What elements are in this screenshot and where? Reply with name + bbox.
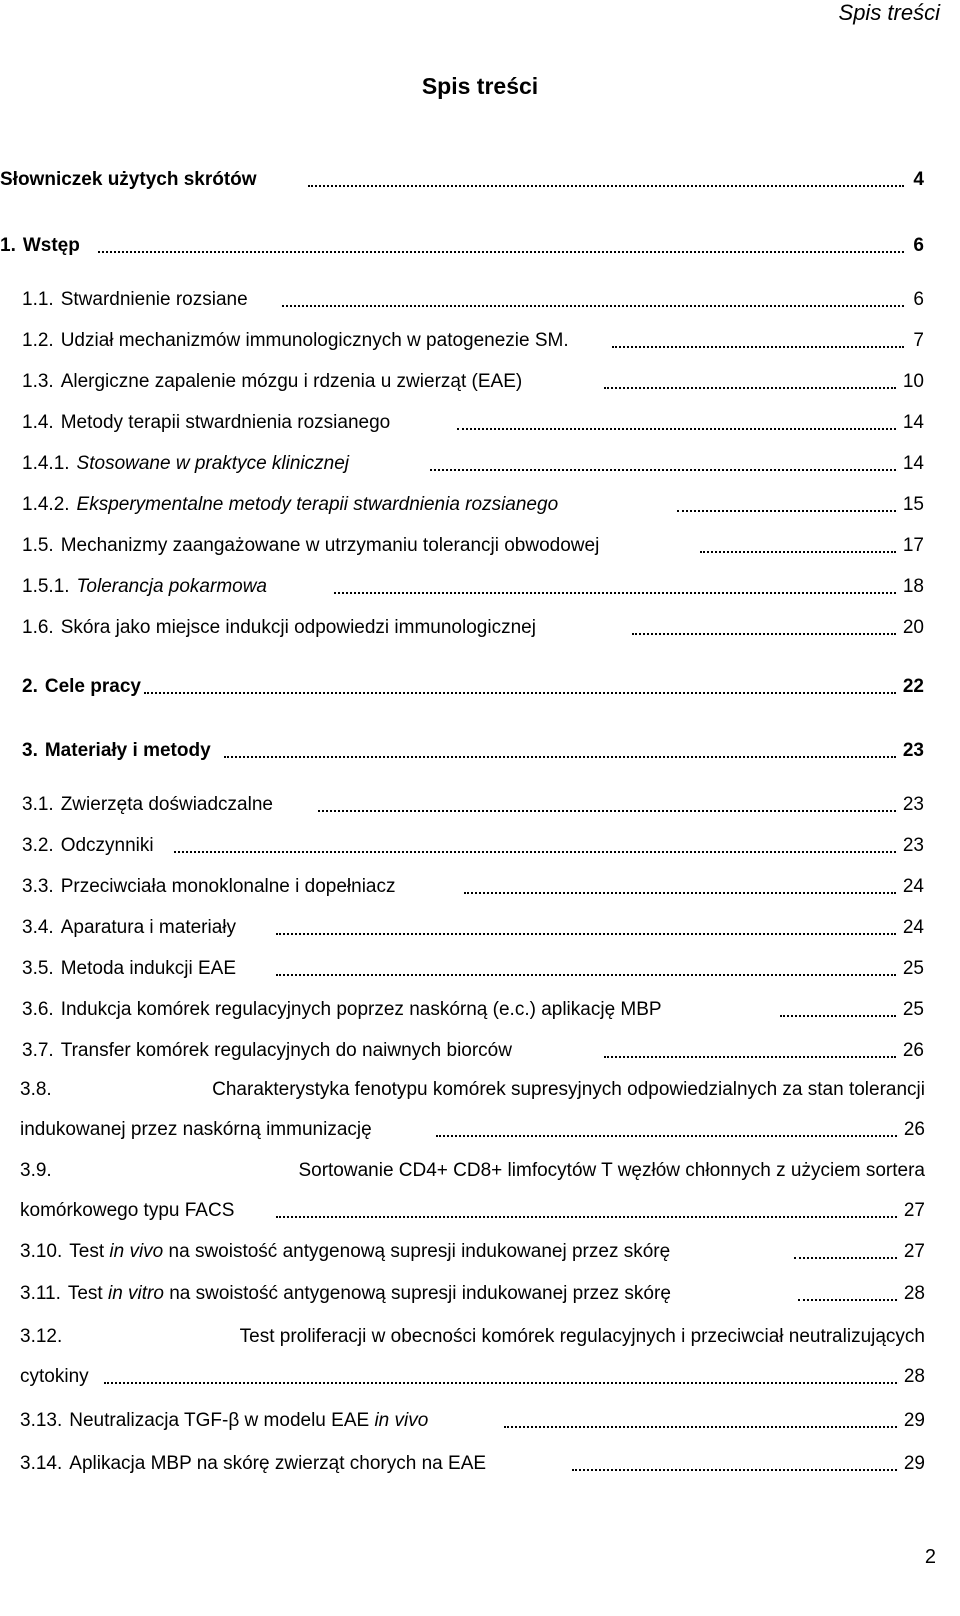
toc-label: Stosowane w praktyce klinicznej (76, 453, 350, 474)
toc-entry[interactable] (22, 739, 924, 763)
toc-label-post: na swoistość antygenową supresji indukowanej przez skórę (163, 1241, 671, 1262)
toc-label: Słowniczek użytych skrótów (0, 169, 257, 190)
toc-leader (677, 510, 896, 512)
toc-entry[interactable] (22, 834, 924, 858)
toc-label: Eksperymentalne metody terapii stwardnienia rozsianego (76, 494, 559, 515)
toc-entry[interactable] (22, 916, 924, 940)
toc-number: 3.1. (22, 794, 54, 815)
toc-label: Wstęp (22, 235, 80, 256)
toc-entry[interactable] (22, 793, 924, 817)
toc-label: Przeciwciała monoklonalne i dopełniacz (60, 876, 396, 897)
toc-number: 3.4. (22, 917, 54, 938)
toc-number: 3.2. (22, 835, 54, 856)
toc-page: 29 (903, 1453, 925, 1474)
toc-entry[interactable] (20, 1159, 925, 1223)
toc-label: Alergiczne zapalenie mózgu i rdzenia u zwierząt (EAE) (60, 371, 523, 392)
toc-label-italic: in vivo (374, 1410, 429, 1431)
toc-page: 18 (902, 576, 924, 597)
toc-entry[interactable] (22, 675, 924, 699)
toc-entry[interactable] (22, 288, 924, 312)
toc-number: 1.4.2. (22, 494, 70, 515)
toc-page: 6 (913, 289, 924, 310)
toc-number: 3.14. (20, 1453, 63, 1474)
toc-leader (144, 692, 896, 694)
toc-number: 1.4.1. (22, 453, 70, 474)
toc-page: 7 (913, 330, 924, 351)
toc-number: 3.11. (20, 1283, 61, 1304)
toc-leader (464, 892, 896, 894)
toc-entry[interactable] (0, 168, 924, 192)
toc-page: 26 (903, 1119, 925, 1140)
toc-number: 3.10. (20, 1241, 63, 1262)
toc-leader (798, 1299, 897, 1301)
toc-label: Materiały i metody (44, 740, 211, 761)
toc-label-pre: Neutralizacja TGF-β w modelu EAE (69, 1410, 375, 1431)
toc-entry[interactable] (22, 957, 924, 981)
toc-leader (430, 469, 896, 471)
toc-page: 6 (913, 235, 924, 256)
toc-number: 3.8. (20, 1079, 52, 1100)
toc-page: 10 (902, 371, 924, 392)
page-number: 2 (924, 1546, 936, 1568)
toc-label-italic: in vivo (109, 1241, 164, 1262)
toc-number: 1.5.1. (22, 576, 70, 597)
toc-page: 29 (903, 1410, 925, 1431)
toc-number: 3.5. (22, 958, 54, 979)
toc-entry[interactable] (20, 1409, 925, 1433)
toc-entry[interactable] (20, 1240, 925, 1264)
toc-page: 27 (903, 1200, 925, 1221)
toc-label-pre: Test (67, 1283, 108, 1304)
toc-leader (98, 251, 904, 253)
toc-label: Zwierzęta doświadczalne (60, 794, 273, 815)
running-header: Spis treści (838, 0, 940, 25)
toc-label: Odczynniki (60, 835, 154, 856)
toc-entry[interactable] (22, 534, 924, 558)
toc-page: 28 (903, 1366, 925, 1387)
toc-leader (572, 1469, 897, 1471)
toc-page: 14 (902, 412, 924, 433)
toc-page: 22 (902, 676, 924, 697)
toc-leader (794, 1257, 897, 1259)
toc-leader (604, 1056, 896, 1058)
toc-label-line2: cytokiny (20, 1366, 89, 1387)
toc-label-line2: indukowanej przez naskórną immunizację (20, 1119, 372, 1140)
toc-label: Mechanizmy zaangażowane w utrzymaniu tolerancji obwodowej (60, 535, 600, 556)
toc-label: Udział mechanizmów immunologicznych w patogenezie SM. (60, 330, 569, 351)
toc-page: 14 (902, 453, 924, 474)
toc-number: 2. (22, 676, 38, 697)
toc-leader (604, 387, 896, 389)
toc-number: 3.3. (22, 876, 54, 897)
toc-page: 15 (902, 494, 924, 515)
toc-label: Skóra jako miejsce indukcji odpowiedzi immunologicznej (60, 617, 536, 638)
toc-label-line1: Test proliferacji w obecności komórek regulacyjnych i przeciwciał neutralizujących (239, 1326, 925, 1347)
toc-label-line2: komórkowego typu FACS (20, 1200, 235, 1221)
toc-page: 26 (902, 1040, 924, 1061)
toc-number: 3.13. (20, 1410, 63, 1431)
toc-leader (334, 592, 896, 594)
toc-number: 3.7. (22, 1040, 54, 1061)
toc-entry[interactable] (22, 998, 924, 1022)
toc-label-italic: in vitro (107, 1283, 164, 1304)
toc-label-line1: Charakterystyka fenotypu komórek supresyjnych odpowiedzialnych za stan tolerancji (212, 1079, 925, 1100)
toc-number: 3.6. (22, 999, 54, 1020)
toc-label-line1: Sortowanie CD4+ CD8+ limfocytów T węzłów chłonnych z użyciem sortera (298, 1160, 925, 1181)
toc-entry[interactable] (22, 875, 924, 899)
toc-leader (276, 974, 896, 976)
toc-page: 28 (903, 1283, 925, 1304)
page-title: Spis treści (421, 73, 539, 99)
toc-entry[interactable] (22, 411, 924, 435)
toc-entry[interactable] (22, 616, 924, 640)
toc-leader (104, 1382, 897, 1384)
toc-leader (174, 851, 896, 853)
toc-page: 25 (902, 999, 924, 1020)
toc-number: 3. (22, 740, 38, 761)
toc-page: 4 (913, 169, 924, 190)
toc-entry[interactable] (20, 1078, 925, 1142)
toc-leader (632, 633, 896, 635)
toc-page: 25 (902, 958, 924, 979)
toc-label: Aplikacja MBP na skórę zwierząt chorych na EAE (69, 1453, 487, 1474)
toc-label: Tolerancja pokarmowa (76, 576, 268, 597)
toc-number: 1. (0, 235, 16, 256)
toc-label: Metoda indukcji EAE (60, 958, 237, 979)
toc-page: 23 (902, 740, 924, 761)
toc-page: 23 (902, 794, 924, 815)
toc-label: Aparatura i materiały (60, 917, 236, 938)
toc-leader (282, 305, 904, 307)
toc-label: Cele pracy (44, 676, 141, 697)
toc-number: 1.3. (22, 371, 54, 392)
toc-page: 23 (902, 835, 924, 856)
toc-label: Transfer komórek regulacyjnych do naiwnych biorców (60, 1040, 512, 1061)
toc-page: 20 (902, 617, 924, 638)
toc-number: 3.9. (20, 1160, 52, 1181)
toc-label: Indukcja komórek regulacyjnych poprzez naskórną (e.c.) aplikację MBP (60, 999, 662, 1020)
toc-number: 1.4. (22, 412, 54, 433)
toc-leader (457, 428, 896, 430)
toc-number: 1.1. (22, 289, 54, 310)
toc-page: 24 (902, 917, 924, 938)
toc-leader (318, 810, 896, 812)
toc-leader (308, 185, 904, 187)
toc-entry[interactable] (22, 329, 924, 353)
toc-entry[interactable] (22, 493, 924, 517)
toc-entry[interactable] (20, 1452, 925, 1476)
toc-number: 1.5. (22, 535, 54, 556)
toc-entry[interactable] (22, 1039, 924, 1063)
toc-leader (224, 756, 896, 758)
toc-page: 17 (902, 535, 924, 556)
toc-leader (436, 1135, 897, 1137)
toc-number: 1.2. (22, 330, 54, 351)
toc-label-pre: Test (69, 1241, 110, 1262)
toc-entry[interactable] (22, 452, 924, 476)
toc-leader (700, 551, 896, 553)
toc-entry[interactable] (20, 1325, 925, 1389)
toc-label: Stwardnienie rozsiane (60, 289, 248, 310)
toc-entry[interactable] (0, 234, 924, 258)
toc-number: 3.12. (20, 1326, 63, 1347)
toc-leader (276, 1216, 897, 1218)
toc-leader (612, 346, 904, 348)
toc-entry[interactable] (22, 370, 924, 394)
toc-page: 24 (902, 876, 924, 897)
toc-leader (276, 933, 896, 935)
toc-label-post: na swoistość antygenową supresji indukowanej przez skórę (163, 1283, 671, 1304)
toc-label: Metody terapii stwardnienia rozsianego (60, 412, 391, 433)
toc-entry[interactable] (20, 1282, 925, 1306)
toc-entry[interactable] (22, 575, 924, 599)
toc-leader (780, 1015, 896, 1017)
toc-page: 27 (903, 1241, 925, 1262)
toc-leader (504, 1426, 897, 1428)
toc-number: 1.6. (22, 617, 54, 638)
